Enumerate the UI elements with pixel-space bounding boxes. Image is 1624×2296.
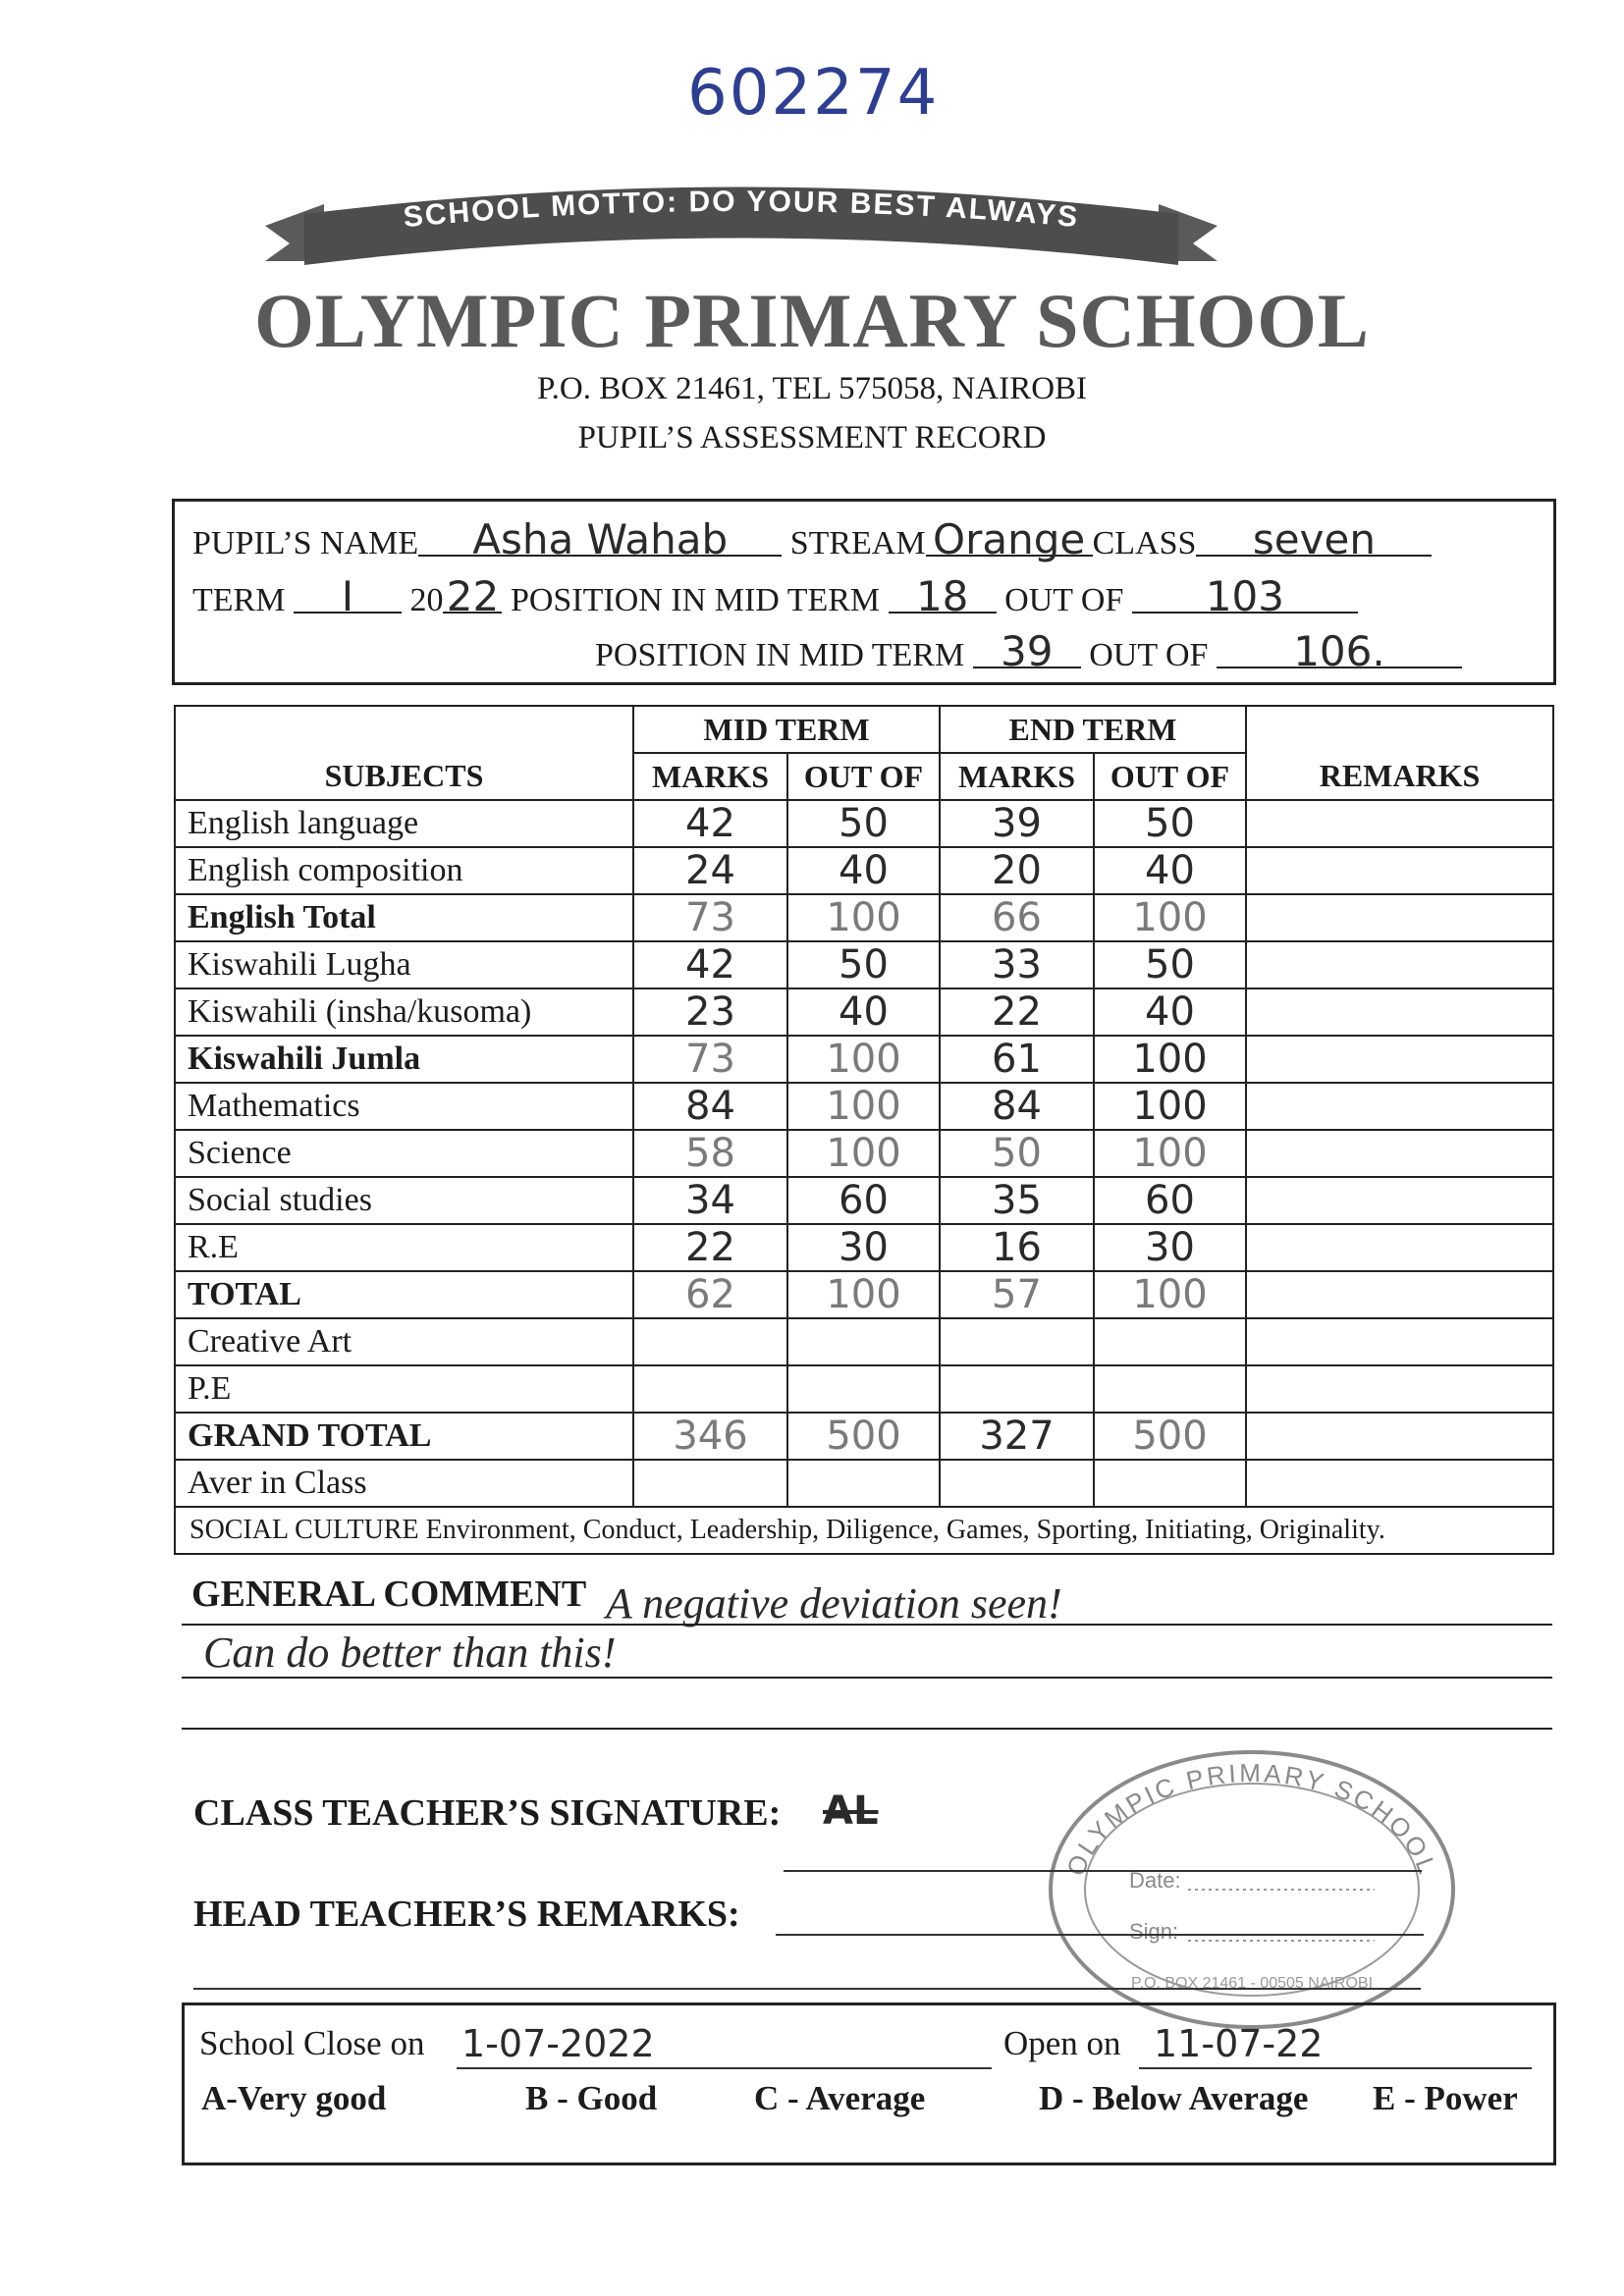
mid-out-of: 40 — [787, 847, 940, 894]
subject-name: Kiswahili Jumla — [175, 1036, 633, 1083]
motto-text: SCHOOL MOTTO: DO YOUR BEST ALWAYS — [402, 185, 1081, 235]
end-out-of-label: OUT OF — [1089, 637, 1209, 673]
end-marks: 33 — [940, 941, 1094, 988]
table-row — [175, 1036, 1553, 1083]
stamp-date-label: Date: — [1129, 1868, 1181, 1893]
mid-marks — [633, 1365, 787, 1413]
end-marks — [940, 1318, 1094, 1365]
remarks-cell — [1246, 1413, 1553, 1460]
mid-out-of-header: OUT OF — [787, 753, 940, 800]
mid-out-of: 100 — [787, 1036, 940, 1083]
end-out-of-value: 106. — [1293, 627, 1385, 675]
end-marks: 20 — [940, 847, 1094, 894]
table-row — [175, 800, 1553, 847]
subject-name: P.E — [175, 1365, 633, 1413]
header-blank-remarks — [1246, 706, 1553, 753]
end-marks: 66 — [940, 894, 1094, 941]
remarks-cell — [1246, 1365, 1553, 1413]
mid-marks: 58 — [633, 1130, 787, 1177]
mid-out-of: 100 — [787, 1083, 940, 1130]
svg-text:OLYMPIC PRIMARY SCHOOL — [1060, 1758, 1443, 1880]
head-teacher-remarks-label: HEAD TEACHER’S REMARKS: — [193, 1894, 740, 1935]
remarks-cell — [1246, 1036, 1553, 1083]
mid-marks: 73 — [633, 894, 787, 941]
term-label: TERM — [192, 582, 286, 618]
marks-table — [174, 705, 1554, 1555]
table-row — [175, 1318, 1553, 1365]
end-out-of: 100 — [1094, 1036, 1246, 1083]
table-row — [175, 1365, 1553, 1413]
general-comment-line-1: A negative deviation seen! — [606, 1579, 1062, 1628]
school-close-label: School Close on — [199, 2024, 425, 2062]
end-marks: 39 — [940, 800, 1094, 847]
end-marks: 57 — [940, 1271, 1094, 1318]
end-out-of: 100 — [1094, 894, 1246, 941]
end-out-of: 500 — [1094, 1413, 1246, 1460]
end-out-of: 100 — [1094, 1130, 1246, 1177]
subject-name: R.E — [175, 1224, 633, 1271]
subject-name: Creative Art — [175, 1318, 633, 1365]
mid-marks: 34 — [633, 1177, 787, 1224]
table-row — [175, 1271, 1553, 1318]
info-row-end-position — [595, 627, 1462, 674]
end-position-label: POSITION IN MID TERM — [595, 637, 965, 673]
mid-out-of: 60 — [787, 1177, 940, 1224]
remarks-cell — [1246, 800, 1553, 847]
open-label: Open on — [1003, 2024, 1121, 2062]
mid-out-of: 100 — [787, 894, 940, 941]
mid-out-of — [787, 1365, 940, 1413]
subject-name: English Total — [175, 894, 633, 941]
grade-c: C - Average — [754, 2079, 926, 2117]
subject-name: Aver in Class — [175, 1460, 633, 1507]
general-comment-label: GENERAL COMMENT — [191, 1574, 587, 1615]
mid-position-value: 18 — [915, 572, 969, 620]
document-number: 602274 — [687, 57, 940, 130]
end-out-of: 50 — [1094, 800, 1246, 847]
mid-marks: 73 — [633, 1036, 787, 1083]
social-culture-row — [175, 1507, 1553, 1554]
mid-out-of-label: OUT OF — [1004, 582, 1124, 618]
remarks-cell — [1246, 941, 1553, 988]
end-marks-header: MARKS — [940, 753, 1094, 800]
grade-a: A-Very good — [201, 2079, 387, 2117]
table-row — [175, 1083, 1553, 1130]
mid-marks: 24 — [633, 847, 787, 894]
end-out-of: 40 — [1094, 988, 1246, 1036]
remarks-header: REMARKS — [1246, 753, 1553, 800]
subject-name: English language — [175, 800, 633, 847]
end-marks: 22 — [940, 988, 1094, 1036]
motto-banner — [265, 165, 1218, 273]
end-marks: 61 — [940, 1036, 1094, 1083]
table-row — [175, 894, 1553, 941]
comment-rule — [182, 1624, 1552, 1626]
mid-out-of: 500 — [787, 1413, 940, 1460]
school-stamp — [1041, 1742, 1463, 2037]
end-marks — [940, 1460, 1094, 1507]
mid-out-of: 50 — [787, 941, 940, 988]
grade-e: E - Power — [1373, 2079, 1518, 2117]
comment-rule — [182, 1728, 1552, 1730]
end-out-of: 100 — [1094, 1083, 1246, 1130]
remarks-cell — [1246, 1083, 1553, 1130]
mid-out-of: 40 — [787, 988, 940, 1036]
table-row — [175, 1224, 1553, 1271]
mid-marks — [633, 1460, 787, 1507]
social-culture-text: SOCIAL CULTURE Environment, Conduct, Leadership, Diligence, Games, Sporting, Initiating, Originality. — [175, 1507, 1553, 1554]
class-teacher-signature-label: CLASS TEACHER’S SIGNATURE: — [193, 1792, 782, 1834]
stream-value: Orange — [933, 515, 1086, 563]
mid-marks: 84 — [633, 1083, 787, 1130]
mid-out-of: 30 — [787, 1224, 940, 1271]
end-out-of: 40 — [1094, 847, 1246, 894]
table-row — [175, 1413, 1553, 1460]
subject-name: Kiswahili Lugha — [175, 941, 633, 988]
table-row — [175, 988, 1553, 1036]
end-position-value: 39 — [1000, 627, 1054, 675]
remarks-cell — [1246, 847, 1553, 894]
table-header-row — [175, 753, 1553, 800]
class-teacher-signature: AL — [823, 1789, 879, 1834]
subject-name: Kiswahili (insha/kusoma) — [175, 988, 633, 1036]
info-row-term — [192, 572, 1358, 619]
remarks-cell — [1246, 1130, 1553, 1177]
year-prefix: 20 — [409, 582, 444, 618]
mid-marks: 42 — [633, 941, 787, 988]
grade-b: B - Good — [525, 2079, 658, 2117]
grade-d: D - Below Average — [1039, 2079, 1309, 2117]
class-value: seven — [1252, 515, 1376, 563]
mid-marks: 346 — [633, 1413, 787, 1460]
mid-out-of: 100 — [787, 1271, 940, 1318]
end-marks: 50 — [940, 1130, 1094, 1177]
info-row-name — [192, 515, 1432, 562]
end-marks: 35 — [940, 1177, 1094, 1224]
end-out-of — [1094, 1365, 1246, 1413]
table-header-group-row — [175, 706, 1553, 753]
mid-marks: 62 — [633, 1271, 787, 1318]
pupil-info-box — [172, 499, 1556, 685]
stamp-address: P.O. BOX 21461 - 00505 NAIROBI — [1130, 1975, 1374, 1992]
school-name: OLYMPIC PRIMARY SCHOOL — [254, 278, 1370, 363]
open-date-rule — [1139, 2067, 1532, 2069]
end-out-of — [1094, 1460, 1246, 1507]
table-row — [175, 1460, 1553, 1507]
term-value: I — [341, 572, 354, 620]
stream-label: STREAM — [789, 525, 926, 561]
remarks-cell — [1246, 1224, 1553, 1271]
remarks-cell — [1246, 894, 1553, 941]
header-blank — [175, 706, 633, 753]
class-label: CLASS — [1092, 525, 1197, 561]
end-out-of: 100 — [1094, 1271, 1246, 1318]
signature-rule — [784, 1870, 1422, 1872]
subject-name: Mathematics — [175, 1083, 633, 1130]
subject-name: TOTAL — [175, 1271, 633, 1318]
end-term-header: END TERM — [940, 706, 1246, 753]
table-row — [175, 941, 1553, 988]
mid-position-label: POSITION IN MID TERM — [510, 582, 881, 618]
table-row — [175, 847, 1553, 894]
mid-marks: 22 — [633, 1224, 787, 1271]
remarks-cell — [1246, 988, 1553, 1036]
subject-name: Science — [175, 1130, 633, 1177]
name-label: PUPIL’S NAME — [192, 525, 419, 561]
end-out-of — [1094, 1318, 1246, 1365]
mid-marks — [633, 1318, 787, 1365]
open-date: 11-07-22 — [1154, 2022, 1324, 2065]
mid-out-of-value: 103 — [1205, 572, 1284, 620]
stamp-sign-label: Sign: — [1129, 1919, 1179, 1944]
end-out-of-header: OUT OF — [1094, 753, 1246, 800]
end-marks: 84 — [940, 1083, 1094, 1130]
subjects-header: SUBJECTS — [175, 753, 633, 800]
school-close-date: 1-07-2022 — [461, 2022, 655, 2065]
record-title: PUPIL’S ASSESSMENT RECORD — [577, 420, 1047, 455]
mid-out-of: 100 — [787, 1130, 940, 1177]
mid-out-of — [787, 1318, 940, 1365]
subject-name: English composition — [175, 847, 633, 894]
pupil-name-value: Asha Wahab — [472, 515, 729, 563]
close-date-rule — [457, 2067, 992, 2069]
remarks-cell — [1246, 1318, 1553, 1365]
stamp-school-text: OLYMPIC PRIMARY SCHOOL — [1060, 1757, 1443, 1881]
head-remarks-rule — [193, 1988, 1421, 1990]
mid-marks-header: MARKS — [633, 753, 787, 800]
end-marks — [940, 1365, 1094, 1413]
mid-term-header: MID TERM — [633, 706, 940, 753]
year-value: 22 — [446, 572, 500, 620]
comment-rule — [182, 1677, 1552, 1679]
subject-name: Social studies — [175, 1177, 633, 1224]
end-out-of: 30 — [1094, 1224, 1246, 1271]
end-marks: 16 — [940, 1224, 1094, 1271]
end-out-of: 60 — [1094, 1177, 1246, 1224]
table-row — [175, 1177, 1553, 1224]
remarks-cell — [1246, 1177, 1553, 1224]
end-out-of: 50 — [1094, 941, 1246, 988]
remarks-cell — [1246, 1460, 1553, 1507]
school-address: P.O. BOX 21461, TEL 575058, NAIROBI — [536, 371, 1088, 406]
general-comment-line-2: Can do better than this! — [203, 1629, 617, 1677]
head-remarks-rule — [776, 1934, 1424, 1936]
mid-out-of — [787, 1460, 940, 1507]
table-row — [175, 1130, 1553, 1177]
mid-marks: 42 — [633, 800, 787, 847]
subject-name: GRAND TOTAL — [175, 1413, 633, 1460]
mid-marks: 23 — [633, 988, 787, 1036]
mid-out-of: 50 — [787, 800, 940, 847]
end-marks: 327 — [940, 1413, 1094, 1460]
remarks-cell — [1246, 1271, 1553, 1318]
